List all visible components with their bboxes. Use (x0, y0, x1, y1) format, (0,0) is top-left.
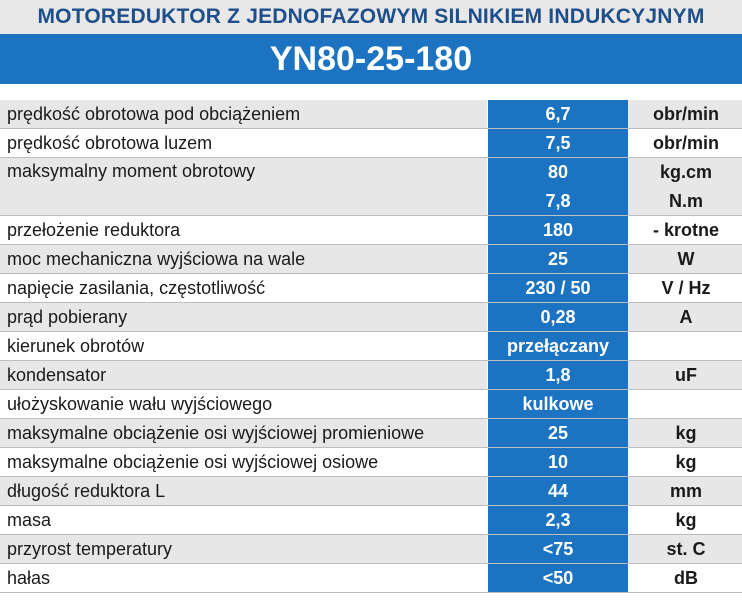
spec-value: 180 (542, 220, 574, 240)
spec-label: prąd pobierany (7, 307, 128, 327)
spec-unit: kg (675, 452, 697, 472)
spec-row (0, 361, 742, 390)
spec-row (0, 274, 742, 303)
value-cell (487, 361, 628, 390)
spec-label: maksymalne obciążenie osi wyjściowej promieniowe (7, 423, 425, 443)
spec-unit: kg (675, 423, 697, 443)
spec-value: 6,7 (545, 104, 571, 124)
value-cell (487, 535, 628, 564)
spec-unit: A (679, 307, 693, 327)
value-cell (487, 100, 628, 129)
spec-value: 10 (547, 452, 569, 472)
spec-value: 25 (547, 423, 569, 443)
spec-row (0, 564, 742, 593)
spec-value: 7,5 (545, 133, 571, 153)
spec-unit: kg.cm (659, 162, 713, 182)
spec-value: 2,3 (545, 510, 571, 530)
spec-row (0, 390, 742, 419)
spec-row (0, 216, 742, 245)
spec-value: kulkowe (522, 394, 594, 414)
spec-row (0, 158, 742, 216)
spec-label: napięcie zasilania, częstotliwość (7, 278, 266, 298)
spec-label: długość reduktora L (7, 481, 166, 501)
value-cell (487, 303, 628, 332)
spec-unit: uF (675, 365, 697, 385)
spec-label: prędkość obrotowa luzem (7, 133, 213, 153)
spec-row (0, 506, 742, 535)
spec-label: kierunek obrotów (7, 336, 145, 356)
spec-label: prędkość obrotowa pod obciążeniem (7, 104, 301, 124)
spec-table (0, 100, 742, 593)
spec-label: moc mechaniczna wyjściowa na wale (7, 249, 306, 269)
spec-value: 7,8 (545, 191, 571, 211)
value-cell (487, 419, 628, 448)
header-gap (0, 84, 742, 100)
row-divider (0, 592, 742, 593)
spec-unit (630, 332, 742, 361)
spec-value: przełączany (506, 336, 610, 356)
spec-value: <50 (542, 568, 574, 588)
spec-row (0, 129, 742, 158)
spec-label: przyrost temperatury (7, 539, 173, 559)
value-cell (487, 448, 628, 477)
spec-label: przełożenie reduktora (7, 220, 181, 240)
spec-value: 230 / 50 (525, 278, 591, 298)
value-cell (487, 332, 628, 361)
spec-label: ułożyskowanie wału wyjściowego (7, 394, 273, 414)
spec-label: hałas (7, 568, 51, 588)
spec-title: MOTOREDUKTOR Z JEDNOFAZOWYM SILNIKIEM INDUKCYJNYM (0, 0, 742, 34)
spec-unit: st. C (666, 539, 706, 559)
spec-value: 80 (547, 162, 569, 182)
spec-row (0, 448, 742, 477)
value-cell (487, 216, 628, 245)
spec-label: kondensator (7, 365, 107, 385)
spec-unit: mm (669, 481, 702, 501)
spec-row (0, 100, 742, 129)
spec-label: maksymalne obciążenie osi wyjściowej osiowe (7, 452, 379, 472)
spec-unit: dB (674, 568, 698, 588)
spec-label: maksymalny moment obrotowy (7, 161, 256, 181)
spec-unit: obr/min (653, 104, 719, 124)
spec-unit: W (677, 249, 695, 269)
value-cell (487, 129, 628, 158)
spec-unit: obr/min (653, 133, 719, 153)
spec-row (0, 535, 742, 564)
value-cell (487, 506, 628, 535)
spec-label: masa (7, 510, 52, 530)
model-number: YN80-25-180 (0, 34, 742, 84)
value-cell (487, 158, 628, 216)
spec-row (0, 332, 742, 361)
value-cell (487, 245, 628, 274)
spec-value: 1,8 (545, 365, 571, 385)
spec-row (0, 303, 742, 332)
value-cell (487, 564, 628, 593)
spec-value: <75 (542, 539, 574, 559)
spec-row (0, 419, 742, 448)
spec-value: 44 (547, 481, 569, 501)
spec-value: 0,28 (540, 307, 576, 327)
spec-value: 25 (547, 249, 569, 269)
spec-row (0, 477, 742, 506)
spec-row (0, 245, 742, 274)
spec-unit: N.m (668, 191, 703, 211)
spec-unit: kg (675, 510, 697, 530)
spec-unit (630, 390, 742, 419)
spec-unit: V / Hz (661, 278, 711, 298)
spec-unit: - krotne (652, 220, 719, 240)
value-cell (487, 477, 628, 506)
value-cell (487, 274, 628, 303)
value-cell (487, 390, 628, 419)
